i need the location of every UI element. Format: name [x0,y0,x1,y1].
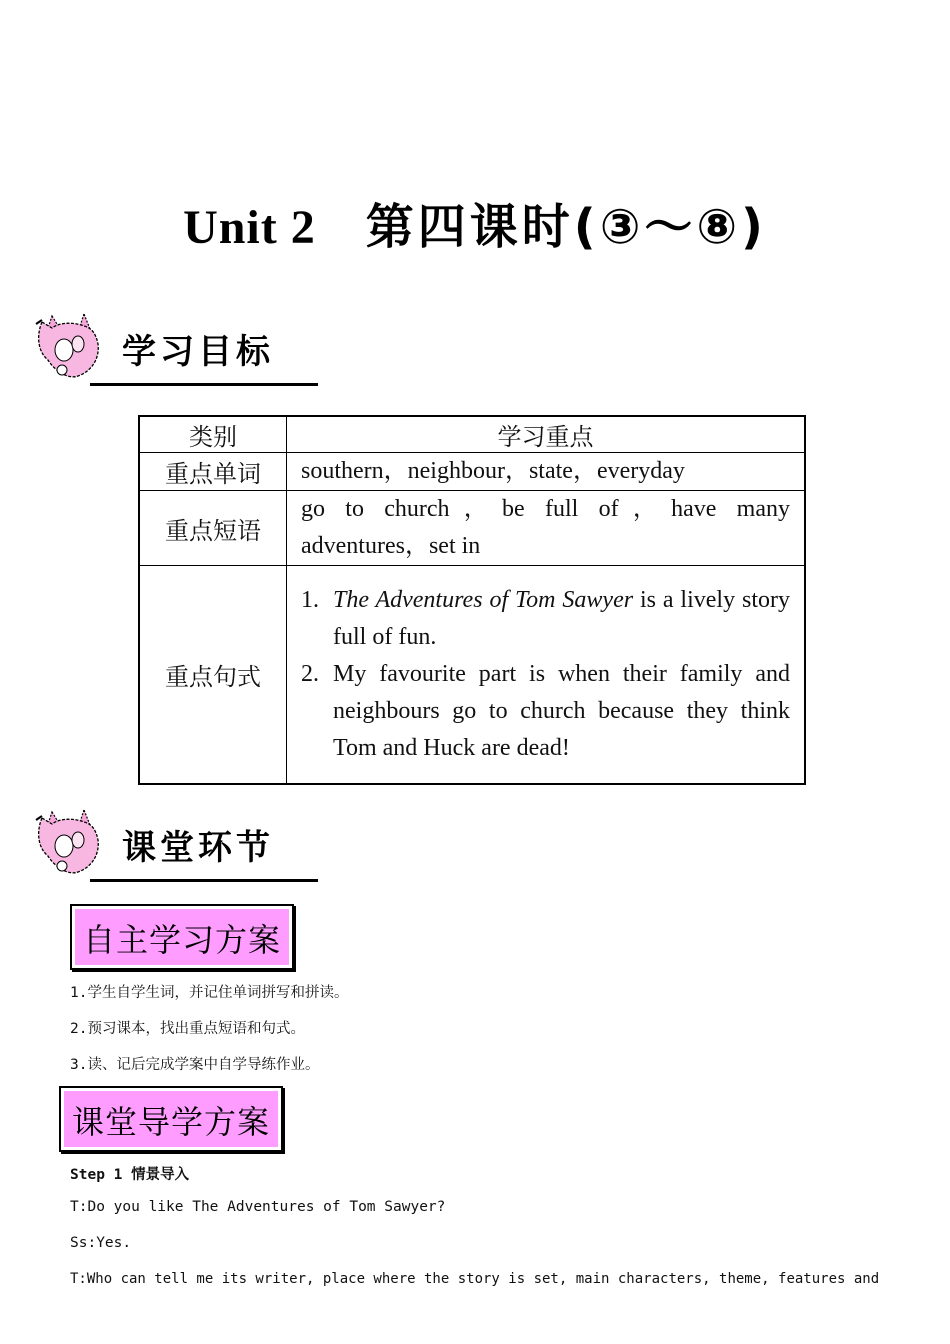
goals-heading-rule [90,383,318,386]
sentence-number: 2. [301,660,319,687]
class-heading: 课堂环节 [122,828,274,868]
list-item: 3.读、记后完成学案中自学导练作业。 [70,1057,320,1073]
sentence-number: 1. [301,586,319,613]
dialogue-line: T:Who can tell me its writer, place where the story is set, main characters, theme, features and [70,1271,880,1287]
row-category: 重点句式 [139,566,287,784]
sentence-title: The Adventures of Tom Sawyer [333,586,634,613]
fox-mascot-icon [34,806,104,882]
class-guide-label: 课堂导学方案 [64,1091,278,1147]
sentence-text: My favourite part is when their family and neighbours go to church because they think Tom and Huck are dead! [333,660,790,761]
row-content [287,566,806,784]
sentence-item [301,582,790,656]
page-title [0,188,950,257]
header-focus: 学习重点 [287,416,806,453]
goals-table [138,415,806,785]
title-unit: Unit 2 [183,201,316,254]
self-study-label: 自主学习方案 [75,909,289,965]
row-content: go to church，be full of，have many adventures，set in [287,491,806,566]
sentence-text: is a lively story full of fun. [333,586,790,650]
step-heading: Step 1 情景导入 [70,1167,190,1183]
table-row [139,453,805,491]
goals-banner [34,310,324,390]
fox-mascot-icon [34,310,104,386]
title-lesson: 第四课时(③～⑧) [365,199,767,255]
row-category: 重点单词 [139,453,287,491]
dialogue-line: T:Do you like The Adventures of Tom Sawyer? [70,1199,446,1215]
self-study-box [70,904,294,970]
class-banner [34,806,324,886]
list-item: 1.学生自学生词，并记住单词拼写和拼读。 [70,985,349,1001]
sentence-item [301,656,790,767]
table-row [139,491,805,566]
list-item: 2.预习课本，找出重点短语和句式。 [70,1021,305,1037]
goals-heading: 学习目标 [122,332,274,372]
class-guide-box [59,1086,283,1152]
table-row [139,566,805,784]
header-category: 类别 [139,416,287,453]
table-header-row [139,416,805,453]
row-category: 重点短语 [139,491,287,566]
dialogue-line: Ss:Yes. [70,1235,132,1251]
class-heading-rule [90,879,318,882]
row-content: southern，neighbour，state，everyday [287,453,806,491]
